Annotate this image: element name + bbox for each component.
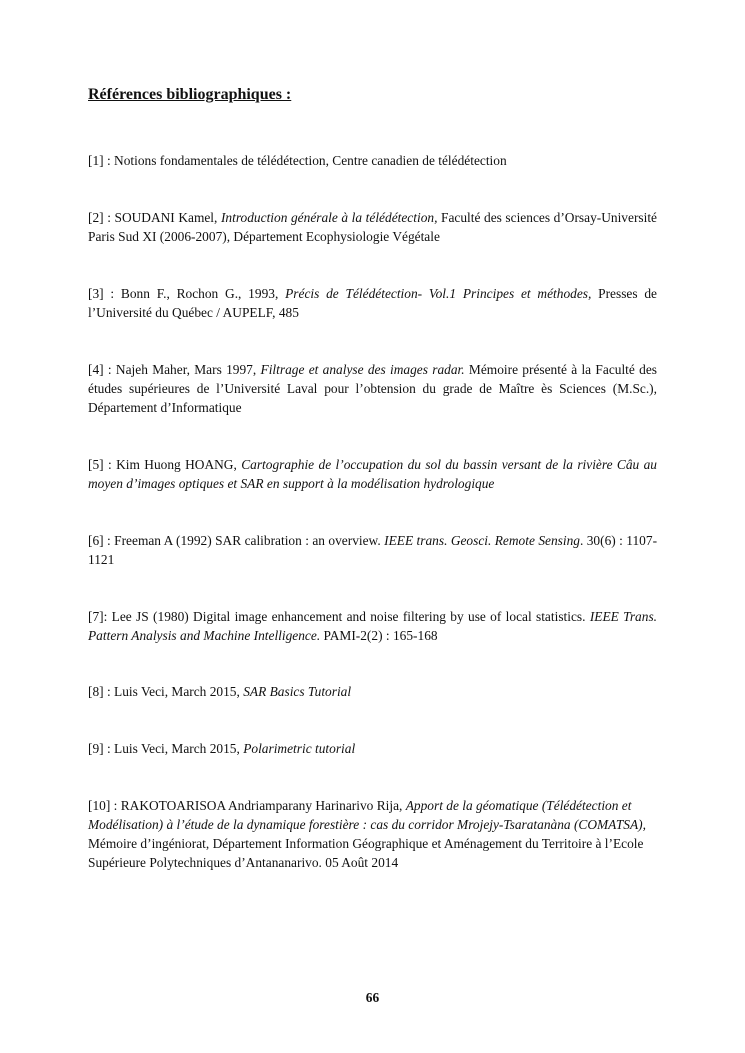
reference-6: [88, 531, 657, 569]
references-heading: Références bibliographiques :: [88, 86, 292, 103]
reference-8: [88, 682, 657, 701]
reference-7-suffix: PAMI-2(2) : 165-168: [320, 628, 438, 643]
reference-4-title: Filtrage et analyse des images radar.: [260, 362, 465, 377]
reference-8-prefix: [8] : Luis Veci, March 2015,: [88, 684, 244, 699]
reference-9-prefix: [9] : Luis Veci, March 2015,: [88, 741, 244, 756]
reference-6-suffix: . 30(6) : 1107-1121: [88, 533, 658, 567]
reference-10-title: Apport de la géomatique (Télédétection et Modélisation) à l’étude de la dynamique forestière : cas du corridor Mrojejy-Tsaratanàna (COMATSA),: [88, 798, 646, 832]
reference-3-prefix: [3] : Bonn F., Rochon G., 1993,: [88, 286, 286, 301]
reference-3-suffix: Presses de l’Université du Québec / AUPELF, 485: [88, 286, 657, 320]
reference-4-suffix: Mémoire présenté à la Faculté des études supérieures de l’Université Laval pour l’obtension du grade de Maître ès Sciences (M.Sc.), Département d’Informatique: [88, 362, 657, 415]
reference-7-prefix: [7]: Lee JS (1980) Digital image enhancement and noise filtering by use of local statistics.: [88, 609, 590, 624]
reference-6-title: IEEE trans. Geosci. Remote Sensing: [384, 533, 580, 548]
reference-7: [88, 607, 657, 645]
reference-9: [88, 739, 657, 758]
reference-7-title: IEEE Trans. Pattern Analysis and Machine Intelligence.: [88, 609, 658, 643]
reference-4-prefix: [4] : Najeh Maher, Mars 1997,: [88, 362, 261, 377]
reference-6-prefix: [6] : Freeman A (1992) SAR calibration : an overview.: [88, 533, 385, 548]
reference-2-title: Introduction générale à la télédétection,: [220, 210, 438, 225]
reference-10-prefix: [10] : RAKOTOARISOA Andriamparany Harinarivo Rija,: [88, 798, 406, 813]
reference-8-title: SAR Basics Tutorial: [243, 684, 352, 699]
reference-1: [88, 151, 657, 170]
reference-1-prefix: [1] : Notions fondamentales de télédétection, Centre canadien de télédétection: [88, 153, 507, 168]
reference-9-title: Polarimetric tutorial: [243, 741, 356, 756]
reference-3: [88, 284, 657, 322]
reference-5-title: Cartographie de l’occupation du sol du bassin versant de la rivière Câu au moyen d’images optiques et SAR en support à la modélisation hydrologique: [88, 457, 658, 491]
reference-10-suffix: Mémoire d’ingéniorat, Département Information Géographique et Aménagement du Territoire à l’Ecole Supérieure Polytechniques d’Antananarivo. 05 Août 2014: [88, 836, 644, 870]
reference-4: [88, 360, 657, 417]
reference-5: [88, 455, 657, 493]
reference-2-suffix: Faculté des sciences d’Orsay-Université Paris Sud XI (2006-2007), Département Ecophysiologie Végétale: [88, 210, 657, 244]
page-number: 66: [365, 990, 380, 1005]
reference-5-prefix: [5] : Kim Huong HOANG,: [88, 457, 242, 472]
reference-2-prefix: [2] : SOUDANI Kamel,: [88, 210, 221, 225]
reference-10: [88, 796, 657, 872]
reference-3-title: Précis de Télédétection- Vol.1 Principes et méthodes,: [285, 286, 592, 301]
reference-2: [88, 208, 657, 246]
